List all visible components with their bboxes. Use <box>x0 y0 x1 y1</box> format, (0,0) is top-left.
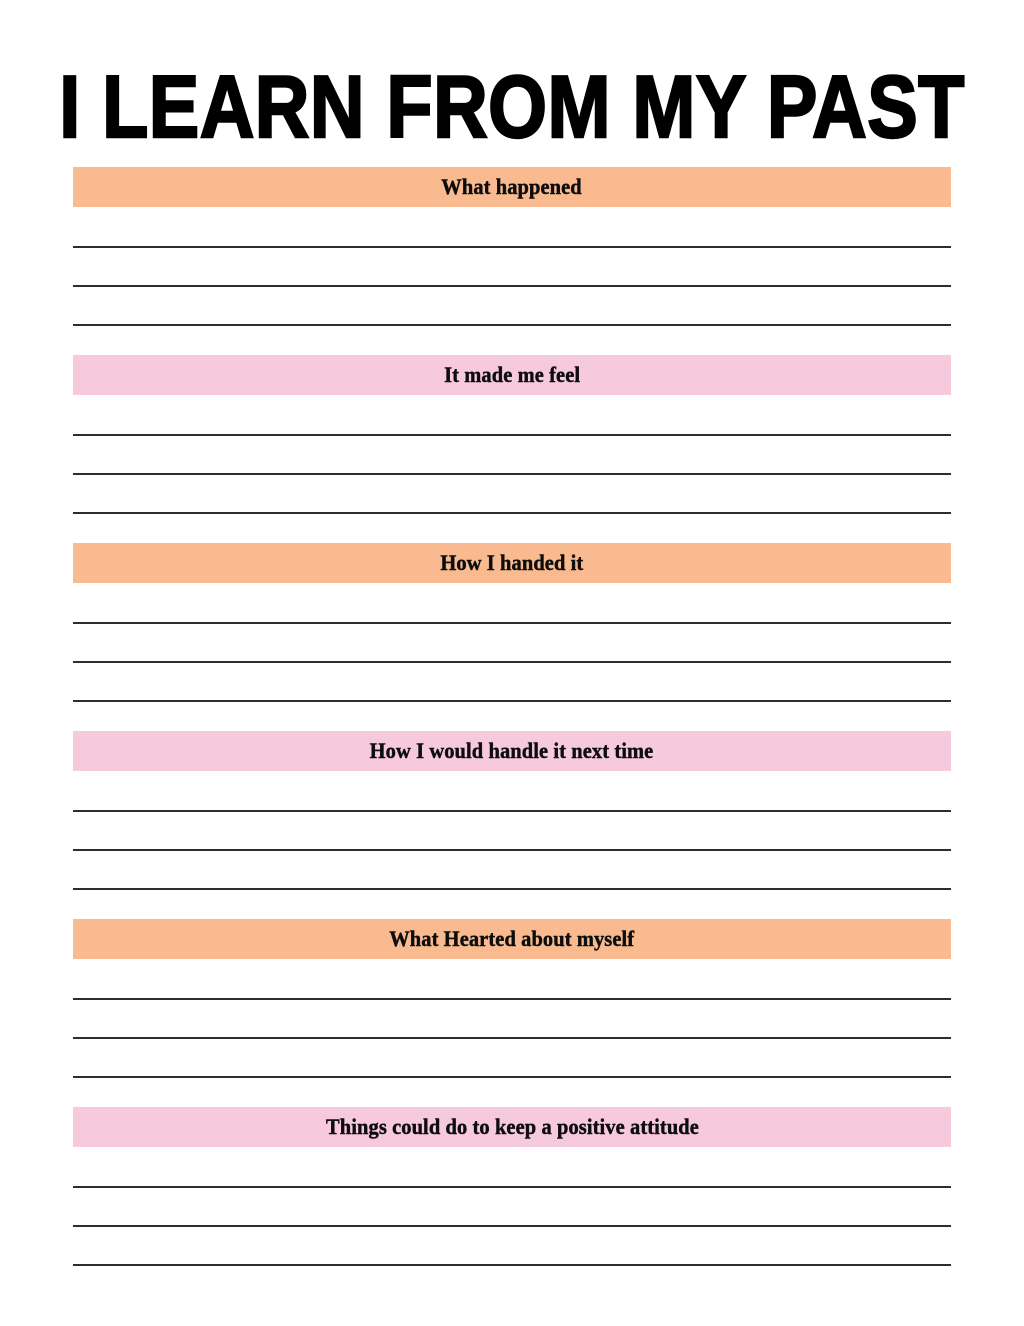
section-header-label: Things could do to keep a positive attitude <box>325 1114 699 1139</box>
writing-line[interactable] <box>73 512 951 514</box>
section-header-band-what-hearted-about-myself <box>73 919 951 959</box>
writing-lines-how-i-would-handle-it-next-time[interactable] <box>73 771 951 890</box>
section-header-label: How I would handle it next time <box>370 738 654 763</box>
section-things-could-do-to-keep-a-positive-attitude <box>0 1107 1024 1266</box>
writing-line[interactable] <box>73 1264 951 1266</box>
section-header-band-how-i-handed-it <box>73 543 951 583</box>
writing-line[interactable] <box>73 622 951 624</box>
section-header-label: How I handed it <box>440 550 584 575</box>
section-what-hearted-about-myself <box>0 919 1024 1078</box>
writing-line[interactable] <box>73 810 951 812</box>
section-spacer <box>0 702 1024 731</box>
writing-line[interactable] <box>73 285 951 287</box>
writing-line[interactable] <box>73 700 951 702</box>
writing-line[interactable] <box>73 434 951 436</box>
writing-line[interactable] <box>73 324 951 326</box>
writing-line[interactable] <box>73 246 951 248</box>
writing-line[interactable] <box>73 849 951 851</box>
section-header-label: It made me feel <box>443 362 581 387</box>
writing-lines-how-i-handed-it[interactable] <box>73 583 951 702</box>
writing-lines-it-made-me-feel[interactable] <box>73 395 951 514</box>
section-header-band-things-could-do-to-keep-a-positive-attitude <box>73 1107 951 1147</box>
section-how-i-would-handle-it-next-time <box>0 731 1024 890</box>
writing-line[interactable] <box>73 888 951 890</box>
writing-line[interactable] <box>73 1225 951 1227</box>
writing-line[interactable] <box>73 1076 951 1078</box>
writing-lines-things-could-do-to-keep-a-positive-attitude[interactable] <box>73 1147 951 1266</box>
page-title: I LEARN FROM MY PAST <box>59 57 965 156</box>
section-header-label: What happened <box>441 174 583 199</box>
section-header-band-what-happened <box>73 167 951 207</box>
section-spacer <box>0 514 1024 543</box>
section-header-band-how-i-would-handle-it-next-time <box>73 731 951 771</box>
writing-line[interactable] <box>73 998 951 1000</box>
section-what-happened <box>0 167 1024 326</box>
writing-line[interactable] <box>73 1037 951 1039</box>
writing-line[interactable] <box>73 1186 951 1188</box>
writing-line[interactable] <box>73 473 951 475</box>
section-header-band-it-made-me-feel <box>73 355 951 395</box>
section-it-made-me-feel <box>0 355 1024 514</box>
writing-lines-what-hearted-about-myself[interactable] <box>73 959 951 1078</box>
section-how-i-handed-it <box>0 543 1024 702</box>
section-header-label: What Hearted about myself <box>389 926 635 951</box>
worksheet-sections <box>0 167 1024 1266</box>
section-spacer <box>0 890 1024 919</box>
writing-lines-what-happened[interactable] <box>73 207 951 326</box>
section-spacer <box>0 1078 1024 1107</box>
section-spacer <box>0 326 1024 355</box>
writing-line[interactable] <box>73 661 951 663</box>
